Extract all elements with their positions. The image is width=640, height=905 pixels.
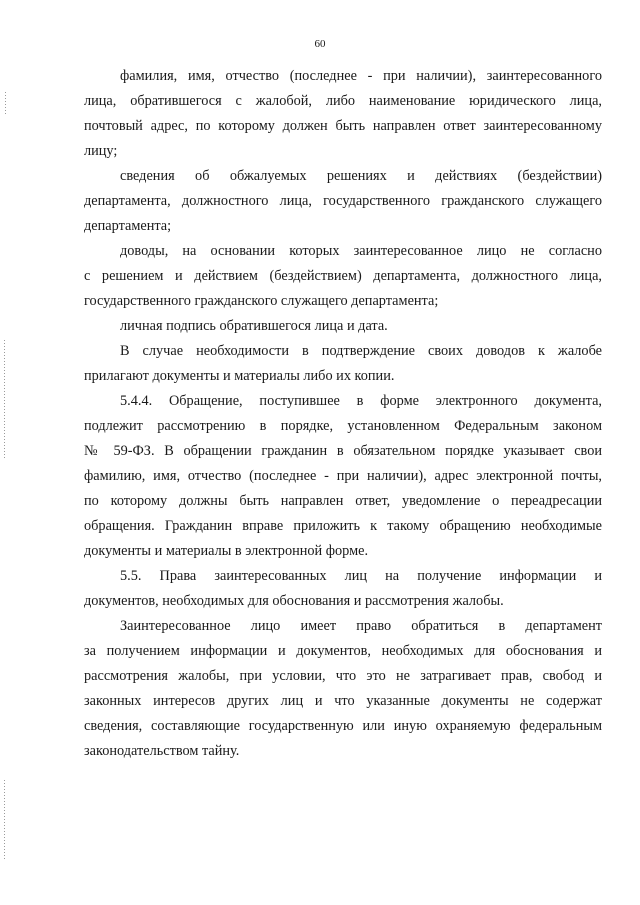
text-line: законных интересов других лиц и что указанные документы не содержат: [84, 693, 602, 709]
text-line: Заинтересованное лицо имеет право обратиться в департамент: [120, 618, 602, 634]
text-line: 5.5. Права заинтересованных лиц на получение информации и: [120, 568, 602, 584]
text-line: департамента;: [84, 218, 172, 234]
text-line: лица, обратившегося с жалобой, либо наименование юридического лица,: [84, 93, 602, 109]
scan-margin-marks: [2, 0, 8, 905]
text-line: документы и материалы в электронной форме.: [84, 543, 369, 559]
text-line: доводы, на основании которых заинтересованное лицо не согласно: [120, 243, 602, 259]
text-line: законодательством тайну.: [84, 743, 240, 759]
text-line: с решением и действием (бездействием) департамента, должностного лица,: [84, 268, 602, 284]
text-line: почтовый адрес, по которому должен быть направлен ответ заинтересованному: [84, 118, 602, 134]
text-line: фамилия, имя, отчество (последнее - при наличии), заинтересованного: [120, 68, 602, 84]
scan-mark: [4, 340, 5, 460]
text-line: сведения об обжалуемых решениях и действиях (бездействии): [120, 168, 602, 184]
text-line: документов, необходимых для обоснования и рассмотрения жалобы.: [84, 593, 504, 609]
text-line: В случае необходимости в подтверждение своих доводов к жалобе: [120, 343, 602, 359]
text-line: подлежит рассмотрению в порядке, установленном Федеральным законом: [84, 418, 602, 434]
text-line: департамента, должностного лица, государственного гражданского служащего: [84, 193, 602, 209]
text-line: фамилию, имя, отчество (последнее - при наличии), адрес электронной почты,: [84, 468, 602, 484]
text-line: обращения. Гражданин вправе приложить к такому обращению необходимые: [84, 518, 602, 534]
scan-mark: [4, 780, 5, 860]
text-line: рассмотрения жалобы, при условии, что это не затрагивает прав, свобод и: [84, 668, 602, 684]
text-line: государственного гражданского служащего департамента;: [84, 293, 439, 309]
page-number: 60: [314, 38, 326, 50]
text-line: лицу;: [84, 143, 118, 159]
document-body: [84, 64, 602, 764]
scan-mark: [5, 92, 6, 114]
text-line: сведения, составляющие государственную или иную охраняемую федеральным: [84, 718, 602, 734]
text-line: по которому должны быть направлен ответ, уведомление о переадресации: [84, 493, 602, 509]
text-line: личная подпись обратившегося лица и дата.: [120, 318, 388, 334]
text-line: 5.4.4. Обращение, поступившее в форме электронного документа,: [120, 393, 602, 409]
text-line: прилагают документы и материалы либо их копии.: [84, 368, 395, 384]
text-line: за получением информации и документов, необходимых для обоснования и: [84, 643, 602, 659]
text-line: № 59-ФЗ. В обращении гражданин в обязательном порядке указывает свои: [84, 443, 602, 459]
